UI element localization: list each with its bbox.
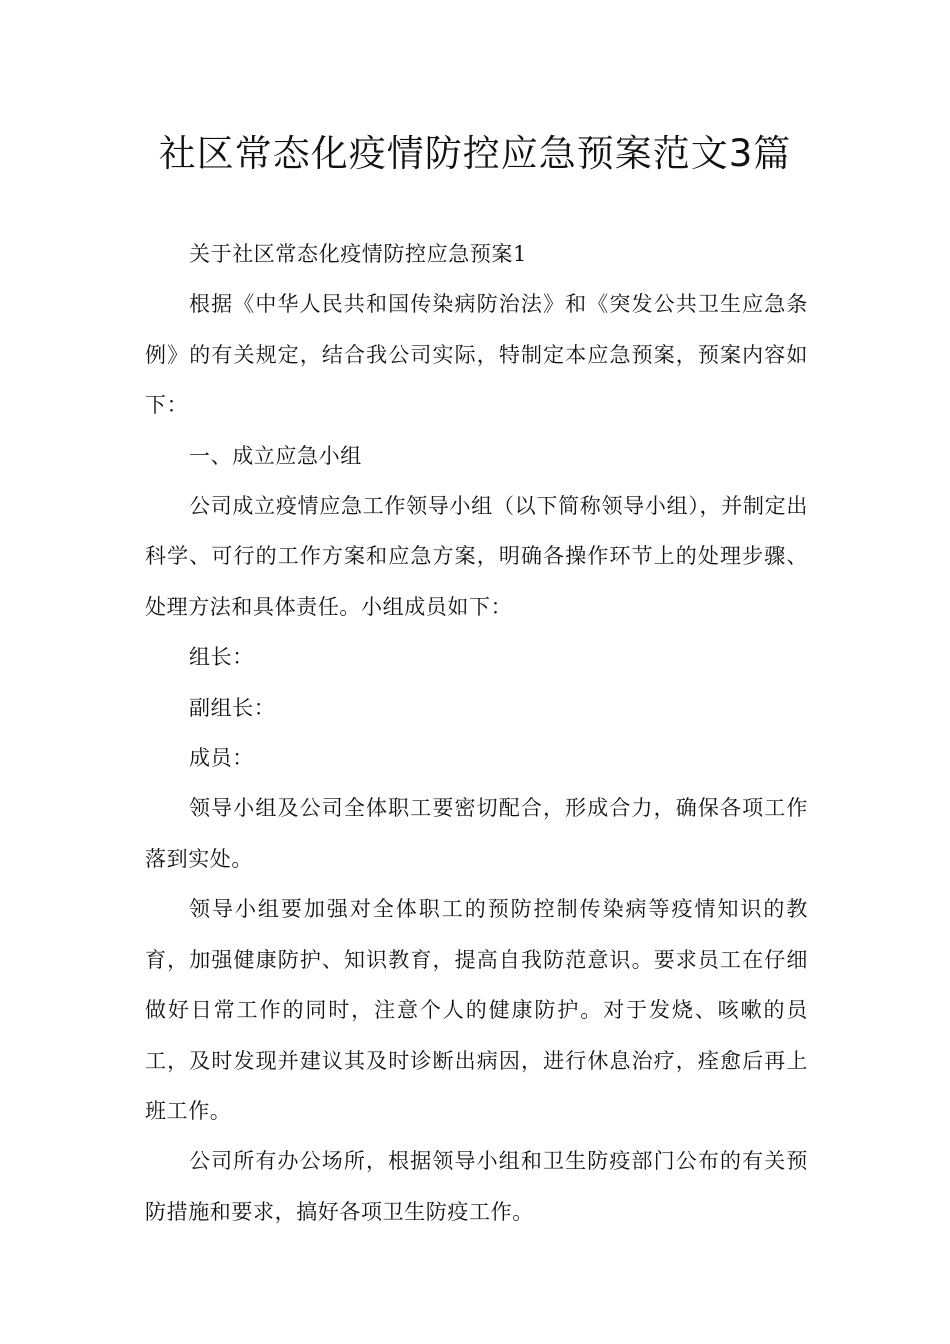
subsection-heading: 一、成立应急小组 [189,443,362,468]
intro-paragraph: 根据《中华人民共和国传染病防治法》和《突发公共卫生应急条例》的有关规定，结合我公司实际，特制定本应急预案，预案内容如下： [145,292,808,418]
section-heading: 关于社区常态化疫情防控应急预案1 [189,242,527,266]
members-line: 成员： [189,746,254,771]
paragraph: 领导小组及公司全体职工要密切配合，形成合力，确保各项工作落到实处。 [145,796,808,871]
paragraph: 领导小组要加强对全体职工的预防控制传染病等疫情知识的教育，加强健康防护、知识教育，提高自我防范意识。要求员工在仔细做好日常工作的同时，注意个人的健康防护。对于发烧、咳嗽的员工，及时发现并建议其及时诊断出病因，进行休息治疗，痊愈后再上班工作。 [145,897,808,1123]
deputy-leader-line: 副组长： [189,695,276,720]
paragraph: 公司所有办公场所，根据领导小组和卫生防疫部门公布的有关预防措施和要求，搞好各项卫生防疫工作。 [145,1149,808,1224]
document-title: 社区常态化疫情防控应急预案范文3篇 [158,132,792,175]
leader-line: 组长： [189,645,254,670]
document-body [145,229,808,1237]
paragraph: 公司成立疫情应急工作领导小组（以下简称领导小组），并制定出科学、可行的工作方案和应急方案，明确各操作环节上的处理步骤、处理方法和具体责任。小组成员如下： [145,494,808,619]
